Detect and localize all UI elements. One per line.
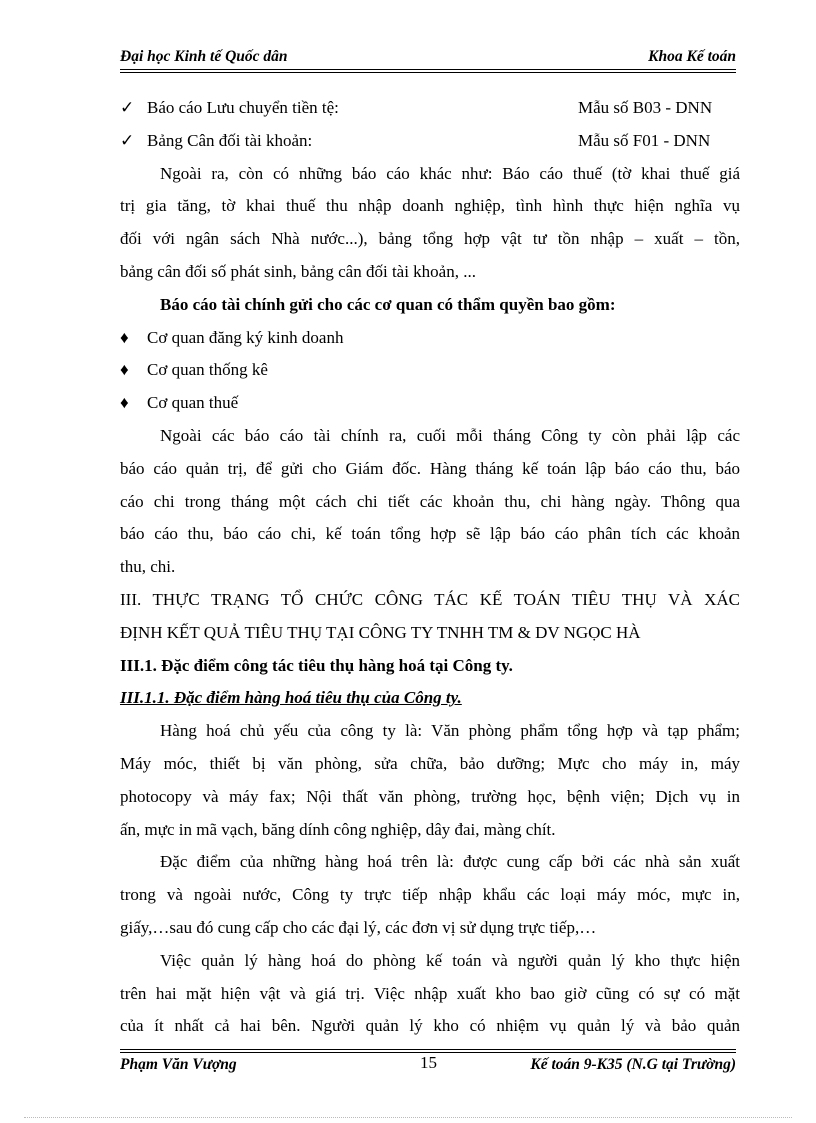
list-item-text: Cơ quan thống kê — [147, 360, 268, 380]
section-title: III. THỰC TRẠNG TỔ CHỨC CÔNG TÁC KẾ TOÁN TIÊU THỤ VÀ XÁC — [120, 589, 740, 609]
paragraph-line: thu, chi. — [120, 557, 176, 577]
paragraph-line: Đặc điểm của những hàng hoá trên là: được cung cấp bởi các nhà sản xuất — [160, 852, 740, 872]
recipients-heading: Báo cáo tài chính gửi cho các cơ quan có thẩm quyền bao gồm: — [160, 294, 616, 314]
checkmark-icon: ✓ — [120, 130, 135, 150]
diamond-bullet-icon: ♦ — [120, 360, 129, 380]
paragraph-line: bảng cân đối số phát sinh, bảng cân đối tài khoản, ... — [120, 261, 476, 281]
footer-rule-thin — [120, 1049, 736, 1050]
paragraph-line: cáo chi trong tháng một cách chi tiết các khoản thu, chi hàng ngày. Thông qua — [120, 491, 740, 511]
report-code: Mẫu số F01 - DNN — [578, 130, 711, 150]
paragraph-line: Máy móc, thiết bị văn phòng, sửa chữa, bảo dưỡng; Mực cho máy in, máy — [120, 753, 740, 773]
report-name: Bảng Cân đối tài khoản: — [147, 130, 313, 150]
paragraph-line: đối với ngân sách Nhà nước...), bảng tổng hợp vật tư tồn nhập – xuất – tồn, — [120, 229, 740, 249]
page-number: 15 — [420, 1053, 437, 1072]
paragraph-line: báo cáo thu, báo cáo chi, kế toán tổng hợp sẽ lập báo cáo phân tích các khoản — [120, 524, 740, 544]
paragraph-line: photocopy và máy fax; Nội thất văn phòng, trường học, bệnh viện; Dịch vụ in — [120, 786, 740, 806]
paragraph-line: trên hai mặt hiện vật và giá trị. Việc nhập xuất kho bao giờ cũng có sự có mặt — [120, 983, 740, 1003]
subsection-title: III.1. Đặc điểm công tác tiêu thụ hàng hoá tại Công ty. — [120, 655, 513, 675]
paragraph-line: Ngoài ra, còn có những báo cáo khác như: Báo cáo thuế (tờ khai thuế giá — [160, 163, 740, 183]
header-faculty: Khoa Kế toán — [648, 48, 736, 65]
list-item — [120, 322, 740, 355]
list-item-text: Cơ quan thuế — [147, 393, 239, 413]
page-footer — [120, 1053, 736, 1077]
report-code: Mẫu số B03 - DNN — [578, 98, 713, 117]
paragraph-line: trong và ngoài nước, Công ty trực tiếp nhập khẩu các loại máy móc, mực in, — [120, 885, 740, 905]
paragraph-line: báo cáo quản trị, để gửi cho Giám đốc. Hàng tháng kế toán lập báo cáo thu, báo — [120, 458, 740, 478]
subsubsection-title-line — [120, 682, 740, 715]
paragraph-line: Hàng hoá chủ yếu của công ty là: Văn phòng phẩm tổng hợp và tạp phẩm; — [160, 721, 740, 741]
page-edge-divider — [24, 1117, 792, 1118]
diamond-bullet-icon: ♦ — [120, 327, 129, 347]
report-name: Báo cáo Lưu chuyển tiền tệ: — [147, 98, 339, 117]
header-university: Đại học Kinh tế Quốc dân — [120, 48, 288, 65]
footer-course: Kế toán 9-K35 (N.G tại Trường) — [530, 1056, 736, 1073]
footer-author: Phạm Văn Vượng — [120, 1056, 237, 1073]
subsubsection-title: III.1.1. Đặc điểm hàng hoá tiêu thụ của Công ty. — [120, 688, 462, 708]
report-item — [120, 92, 740, 125]
list-item-text: Cơ quan đăng ký kinh doanh — [147, 327, 344, 347]
header-rule — [120, 69, 736, 70]
paragraph-line: Việc quản lý hàng hoá do phòng kế toán và người quản lý kho thực hiện — [160, 950, 740, 970]
document-body — [120, 92, 740, 1043]
list-item — [120, 354, 740, 387]
section-title: ĐỊNH KẾT QUẢ TIÊU THỤ TẠI CÔNG TY TNHH TM & DV NGỌC HÀ — [120, 622, 641, 642]
paragraph-line: ấn, mực in mã vạch, băng dính công nghiệp, dây đai, màng chít. — [120, 819, 556, 839]
page-header — [120, 46, 736, 70]
paragraph-line: của ít nhất cả hai bên. Người quản lý kho có nhiệm vụ quản lý và bảo quản — [120, 1016, 740, 1036]
paragraph-line: giấy,…sau đó cung cấp cho các đại lý, các đơn vị sử dụng trực tiếp,… — [120, 917, 597, 937]
paragraph-line: Ngoài các báo cáo tài chính ra, cuối mỗi tháng Công ty còn phải lập các — [160, 425, 740, 445]
report-item — [120, 125, 740, 158]
checkmark-icon: ✓ — [120, 98, 135, 117]
paragraph-line: trị gia tăng, tờ khai thuế thu nhập doanh nghiệp, tình hình thực hiện nghĩa vụ — [120, 196, 740, 216]
diamond-bullet-icon: ♦ — [120, 393, 129, 413]
list-item — [120, 387, 740, 420]
header-rule-thin — [120, 72, 736, 73]
